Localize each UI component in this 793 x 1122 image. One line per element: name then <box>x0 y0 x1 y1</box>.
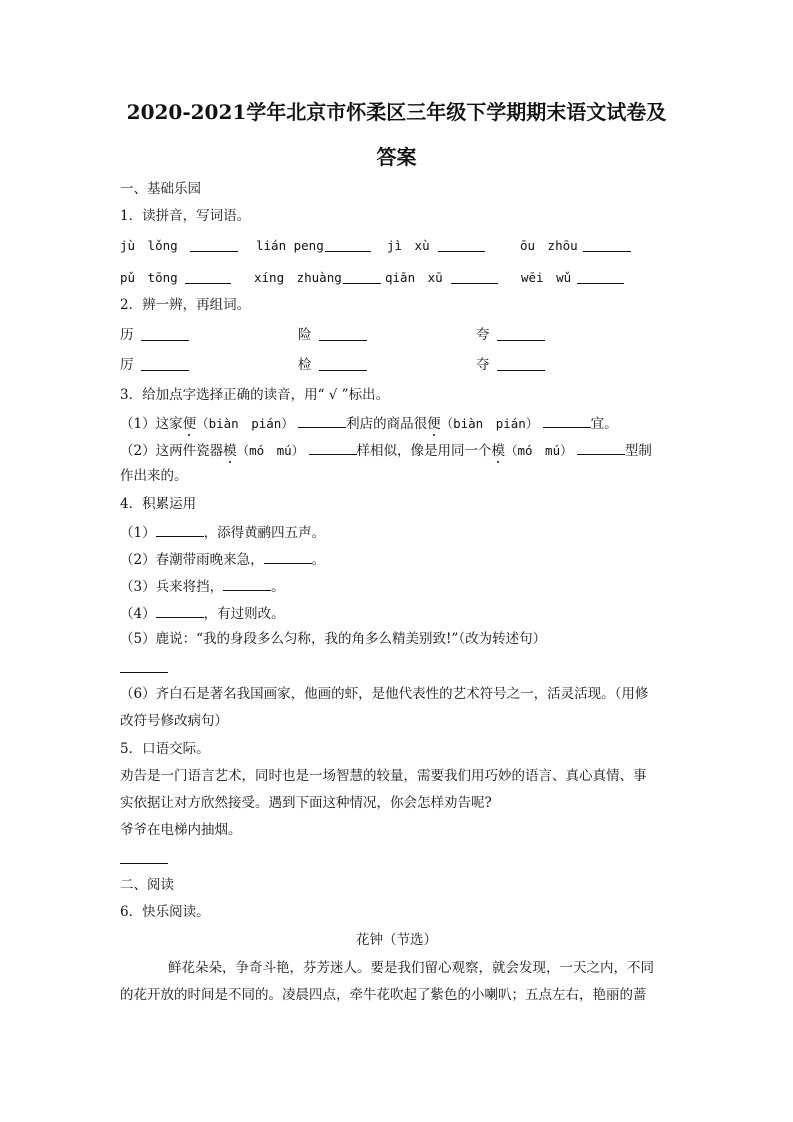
answer-blank[interactable] <box>543 414 591 428</box>
answer-blank[interactable] <box>185 270 231 288</box>
answer-blank[interactable] <box>141 357 189 375</box>
question-4-item-1 <box>120 523 325 541</box>
character-item: 历 <box>120 327 134 343</box>
item-text: ，有过则改。 <box>203 606 285 622</box>
question-1-stem: 1．读拼音，写词语。 <box>120 208 251 224</box>
character-item: 检 <box>298 357 312 373</box>
exam-title-line2: 答案 <box>376 145 417 169</box>
text-segment: 宜。 <box>590 416 618 432</box>
question-3-continuation: 作出来的。 <box>120 468 188 484</box>
answer-blank[interactable] <box>309 441 357 455</box>
dotted-character: 模 <box>491 443 505 459</box>
answer-blank[interactable] <box>223 577 271 591</box>
section-heading-basics: 一、基础乐园 <box>120 181 201 197</box>
answer-blank[interactable] <box>141 327 189 345</box>
answer-blank[interactable] <box>264 550 312 564</box>
pinyin-item: jù lǒng <box>120 238 178 253</box>
character-item: 夺 <box>476 357 490 373</box>
question-5-paragraph-line1: 劝告是一门语言艺术，同时也是一场智慧的较量，需要我们用巧妙的语言、真心真情、事 <box>120 768 647 784</box>
question-3-sentence-1 <box>120 414 618 432</box>
question-4-item-6-line2: 改符号修改病句） <box>120 713 228 729</box>
answer-blank[interactable] <box>156 523 204 537</box>
pinyin-choice: （mó mú） <box>236 443 305 458</box>
question-4-stem: 4．积累运用 <box>120 496 197 512</box>
item-number: （4） <box>120 606 156 622</box>
pinyin-item: pǔ tōng <box>120 270 178 285</box>
answer-blank[interactable] <box>583 238 631 256</box>
answer-blank[interactable] <box>343 270 381 288</box>
answer-line[interactable] <box>120 863 168 864</box>
passage-line-2: 的花开放的时间是不同的。凌晨四点，牵牛花吹起了紫色的小喇叭；五点左右，艳丽的蔷 <box>120 987 647 1003</box>
question-4-item-4 <box>120 604 285 622</box>
dotted-character: 便 <box>182 416 197 432</box>
answer-blank[interactable] <box>325 238 371 256</box>
pinyin-item: xíng zhuàng <box>254 270 342 285</box>
answer-blank[interactable] <box>497 327 545 345</box>
text-segment: （1）这家 <box>120 416 183 432</box>
answer-blank[interactable] <box>438 238 485 256</box>
passage-line-1: 鲜花朵朵，争奇斗艳，芬芳迷人。要是我们留心观察，就会发现，一天之内，不同 <box>168 960 654 976</box>
pinyin-item: jì xù <box>387 238 430 253</box>
question-2-stem: 2．辨一辨，再组词。 <box>120 297 251 313</box>
question-4-item-6-line1: （6）齐白石是著名我国画家，他画的虾，是他代表性的艺术符号之一，活灵活现。（用修 <box>120 686 649 702</box>
dotted-character: 便 <box>427 416 441 432</box>
question-3-stem: 3．给加点字选择正确的读音，用“ √ ”标出。 <box>120 387 390 403</box>
answer-blank[interactable] <box>577 270 624 288</box>
answer-blank[interactable] <box>497 357 545 375</box>
text-segment: 利店的商品很 <box>346 416 428 432</box>
question-5-stem: 5．口语交际。 <box>120 741 210 757</box>
pinyin-item: wēi wǔ <box>521 270 572 285</box>
dotted-character: 模 <box>223 443 237 459</box>
answer-blank[interactable] <box>319 357 367 375</box>
exam-title-line1: 2020-2021学年北京市怀柔区三年级下学期期末语文试卷及 <box>126 100 667 124</box>
text-segment: 型制 <box>624 443 652 459</box>
item-text: （2）春潮带雨晚来急， <box>120 552 264 568</box>
question-4-item-5: （5）鹿说：“我的身段多么匀称，我的角多么精美别致!”（改为转述句） <box>120 631 547 647</box>
answer-blank[interactable] <box>319 327 367 345</box>
pinyin-choice: （biàn pián） <box>440 416 539 431</box>
passage-title: 花钟（节选） <box>356 932 437 948</box>
text-segment: （2）这两件瓷器 <box>120 443 224 459</box>
question-4-item-2 <box>120 550 325 568</box>
character-item: 险 <box>298 327 312 343</box>
pinyin-choice: （mó mú） <box>505 443 573 458</box>
question-4-item-3 <box>120 577 285 595</box>
pinyin-item: ōu zhōu <box>520 238 578 253</box>
answer-blank[interactable] <box>190 238 238 256</box>
pinyin-item: qiān xū <box>385 270 443 285</box>
item-text: ，添得黄鹂四五声。 <box>203 525 326 541</box>
pinyin-item: lián peng <box>256 238 324 253</box>
answer-line[interactable] <box>120 672 168 673</box>
question-6-stem: 6．快乐阅读。 <box>120 904 210 920</box>
answer-blank[interactable] <box>298 414 346 428</box>
pinyin-choice: （biàn pián） <box>196 416 294 431</box>
question-5-paragraph-line2: 实依据让对方欣然接受。遇到下面这种情况，你会怎样劝告呢? <box>120 795 492 811</box>
answer-blank[interactable] <box>451 270 498 288</box>
item-number: （1） <box>120 525 156 541</box>
question-3-sentence-2 <box>120 441 652 459</box>
section-heading-reading: 二、阅读 <box>120 877 174 893</box>
item-text: 。 <box>311 552 326 568</box>
character-item: 夸 <box>476 327 490 343</box>
question-5-scenario: 爷爷在电梯内抽烟。 <box>120 822 242 838</box>
text-segment: 样相似，像是用同一个 <box>356 443 492 459</box>
answer-blank[interactable] <box>577 441 625 455</box>
character-item: 厉 <box>120 357 134 373</box>
answer-blank[interactable] <box>156 604 204 618</box>
item-text: （3）兵来将挡， <box>120 579 224 595</box>
item-text: 。 <box>271 579 285 595</box>
